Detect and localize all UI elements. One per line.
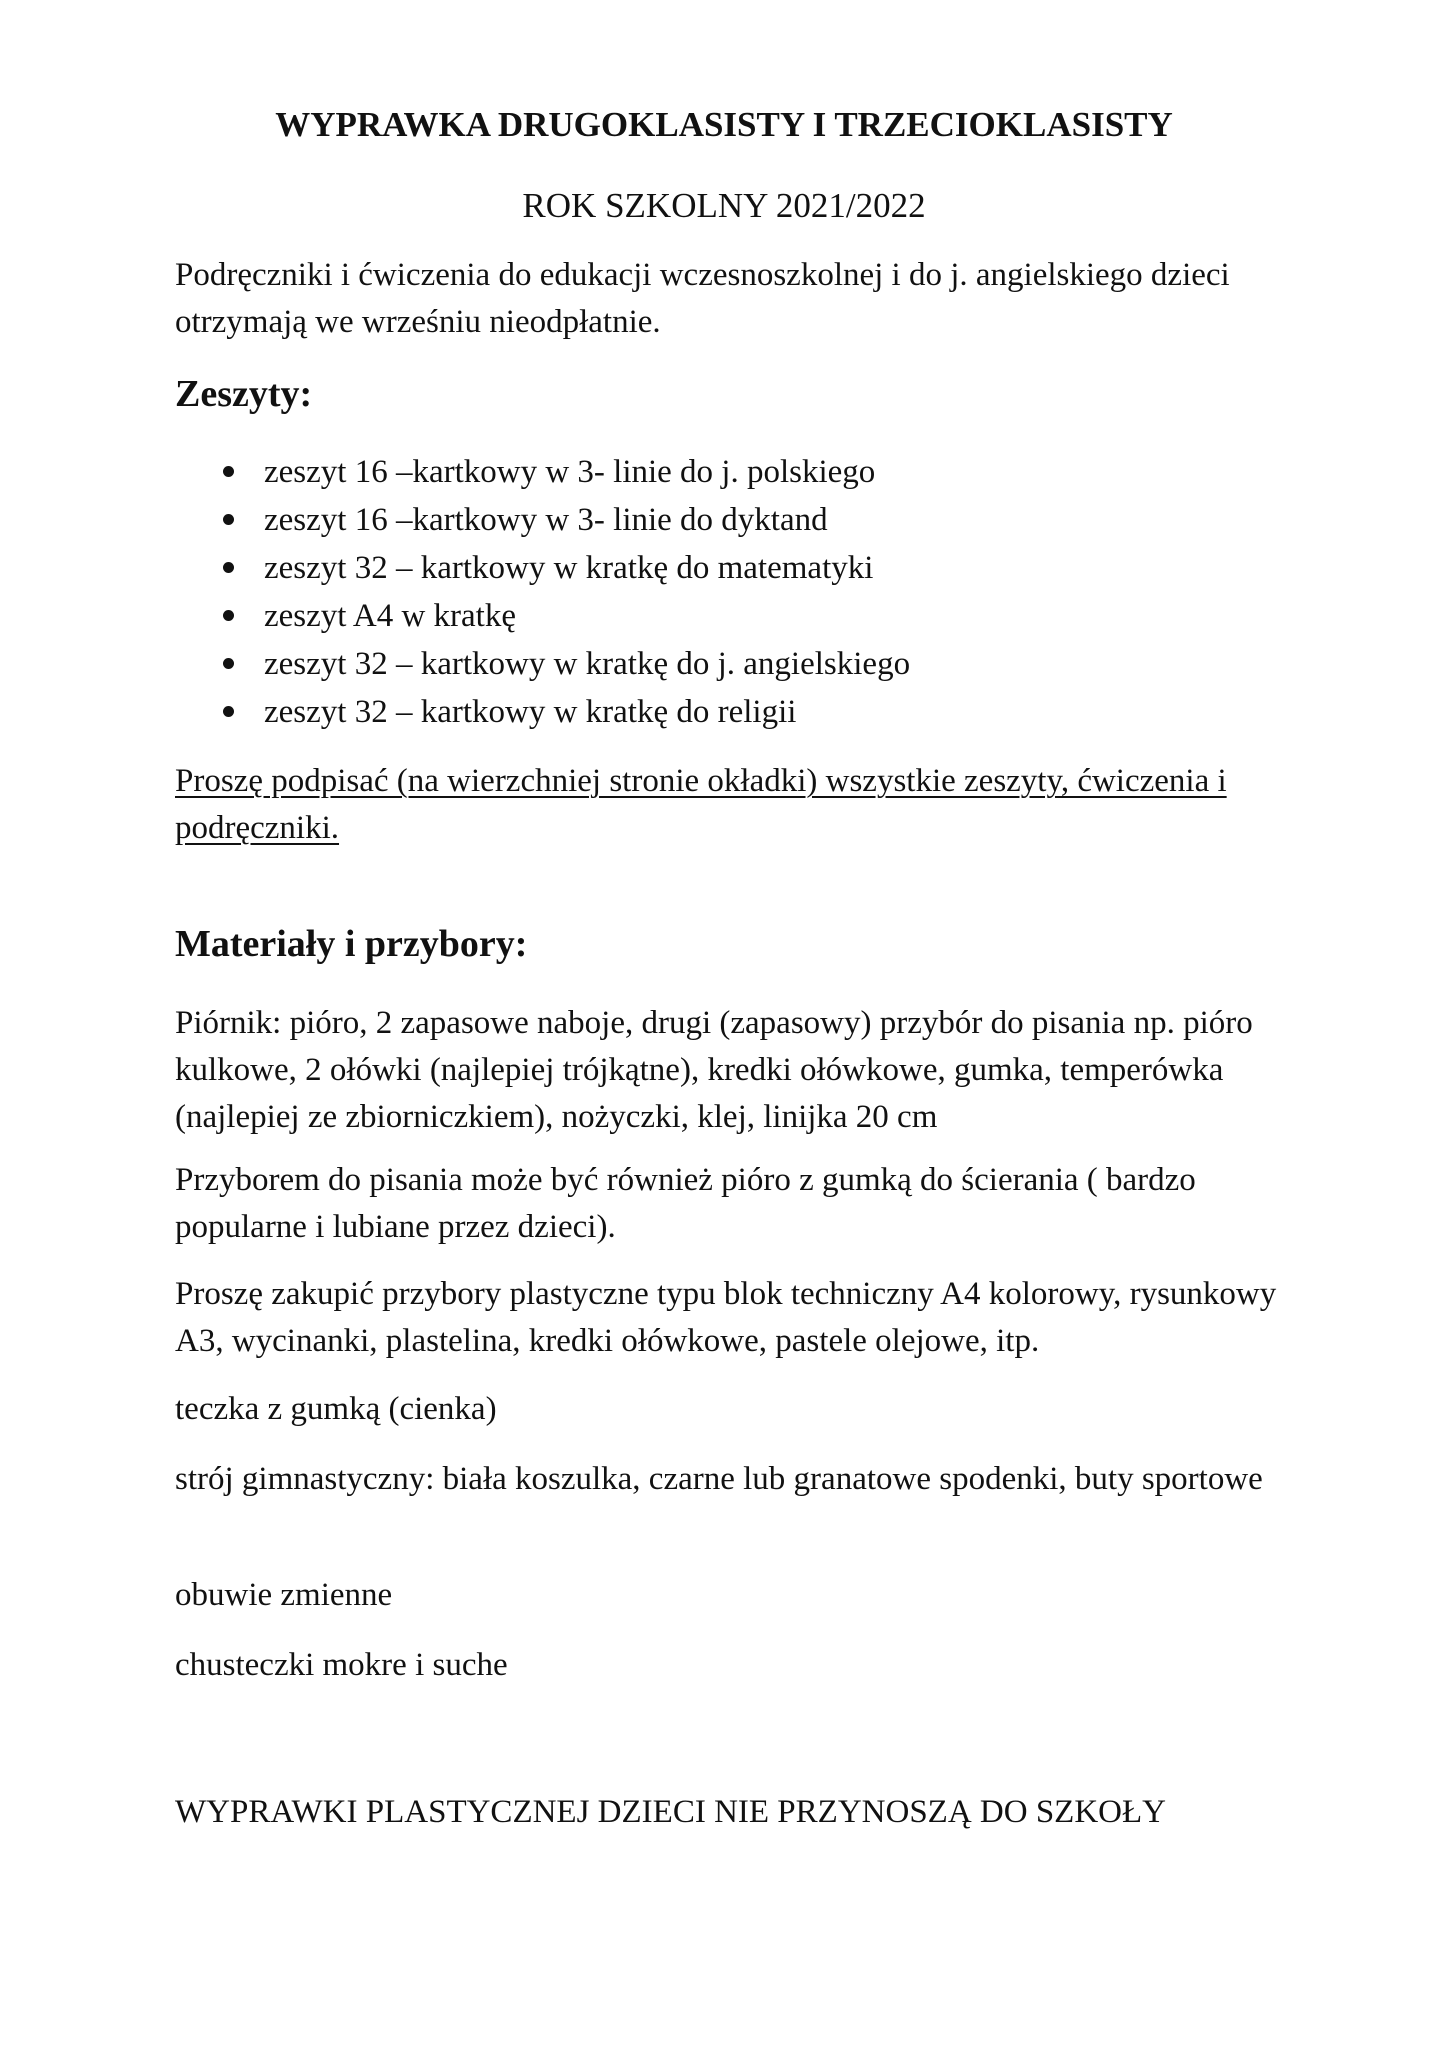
shoes-paragraph: obuwie zmienne	[175, 1577, 393, 1613]
bullet-icon	[223, 706, 234, 717]
list-item-text: zeszyt A4 w kratkę	[264, 598, 516, 634]
tissues-paragraph: chusteczki mokre i suche	[175, 1647, 508, 1683]
intro-paragraph: Podręczniki i ćwiczenia do edukacji wczesnoszkolnej i do j. angielskiego dzieci otrzymają we wrześniu nieodpłatnie.	[175, 257, 1230, 340]
materials-heading: Materiały i przybory:	[175, 923, 528, 965]
bullet-icon	[223, 658, 234, 669]
footer-note: WYPRAWKI PLASTYCZNEJ DZIECI NIE PRZYNOSZĄ DO SZKOŁY	[175, 1794, 1166, 1830]
bullet-icon	[223, 466, 234, 477]
list-item	[175, 544, 1275, 592]
list-item-text: zeszyt 32 – kartkowy w kratkę do matematyki	[264, 550, 874, 586]
list-item	[175, 688, 1275, 736]
bullet-icon	[223, 514, 234, 525]
gym-outfit-paragraph: strój gimnastyczny: biała koszulka, czarne lub granatowe spodenki, buty sportowe	[175, 1461, 1263, 1497]
folder-paragraph: teczka z gumką (cienka)	[175, 1391, 497, 1427]
notebooks-list	[175, 448, 1275, 736]
list-item	[175, 640, 1275, 688]
signing-note-text: Proszę podpisać (na wierzchniej stronie okładki) wszystkie zeszyty, ćwiczenia i podręczniki.	[175, 763, 1227, 846]
list-item-text: zeszyt 16 –kartkowy w 3- linie do dyktand	[264, 502, 828, 538]
school-year: ROK SZKOLNY 2021/2022	[522, 186, 926, 225]
bullet-icon	[223, 610, 234, 621]
list-item	[175, 592, 1275, 640]
list-item	[175, 496, 1275, 544]
list-item-text: zeszyt 32 – kartkowy w kratkę do religii	[264, 694, 797, 730]
signing-note	[175, 758, 1295, 852]
list-item-text: zeszyt 32 – kartkowy w kratkę do j. angielskiego	[264, 646, 911, 682]
bullet-icon	[223, 562, 234, 573]
notebooks-heading: Zeszyty:	[175, 373, 313, 415]
art-supplies-paragraph: Proszę zakupić przybory plastyczne typu blok techniczny A4 kolorowy, rysunkowy A3, wycinanki, plastelina, kredki ołówkowe, pastele olejowe, itp.	[175, 1276, 1277, 1359]
document-title: WYPRAWKA DRUGOKLASISTY I TRZECIOKLASISTY	[275, 105, 1173, 144]
writing-tool-paragraph: Przyborem do pisania może być również pióro z gumką do ścierania ( bardzo popularne i lubiane przez dzieci).	[175, 1162, 1196, 1245]
list-item	[175, 448, 1275, 496]
list-item-text: zeszyt 16 –kartkowy w 3- linie do j. polskiego	[264, 454, 876, 490]
pencil-case-paragraph: Piórnik: pióro, 2 zapasowe naboje, drugi (zapasowy) przybór do pisania np. pióro kulkowe, 2 ołówki (najlepiej trójkątne), kredki ołówkowe, gumka, temperówka (najlepiej ze zbiorniczkiem), nożyczki, klej, linijka 20 cm	[175, 1005, 1253, 1135]
